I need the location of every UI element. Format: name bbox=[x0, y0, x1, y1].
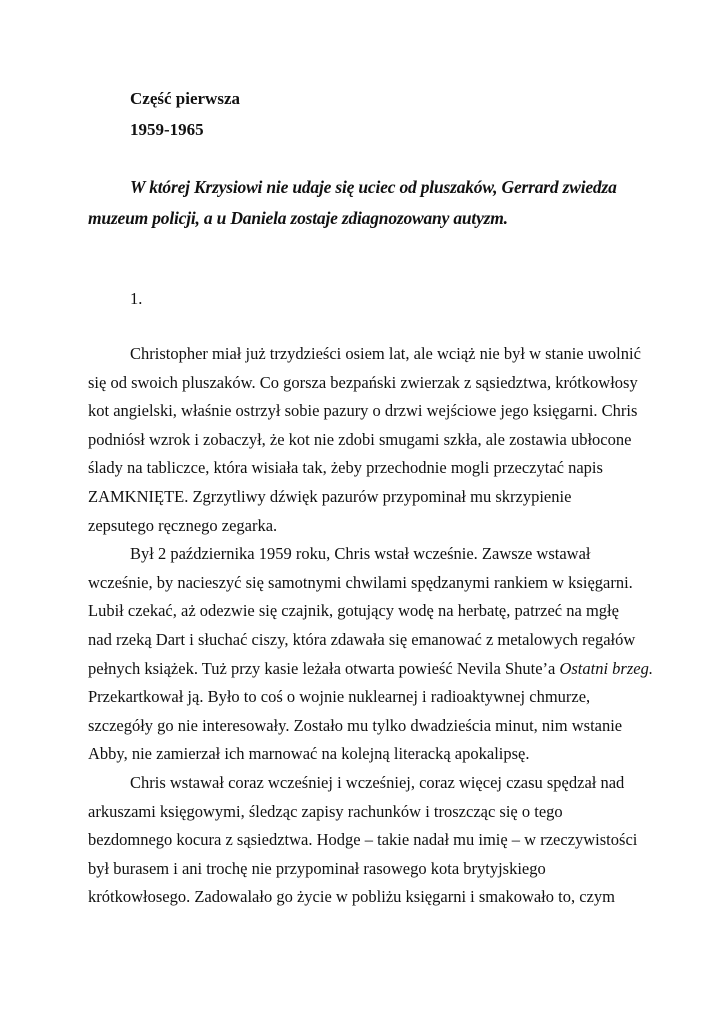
text-line: kot angielski, właśnie ostrzył sobie pazury o drzwi wejściowe jego księgarni. Chris bbox=[88, 401, 638, 421]
text-line: się od swoich pluszaków. Co gorsza bezpański zwierzak z sąsiedztwa, krótkowłosy bbox=[88, 372, 638, 392]
summary-line: W której Krzysiowi nie udaje się uciec od pluszaków, Gerrard zwiedza bbox=[130, 177, 617, 197]
part-years: 1959-1965 bbox=[130, 120, 204, 139]
text-line: Christopher miał już trzydzieści osiem lat, ale wciąż nie był w stanie uwolnić bbox=[130, 344, 641, 363]
text-line bbox=[88, 655, 654, 684]
paragraph bbox=[88, 340, 654, 540]
text-line-part: pełnych książek. Tuż przy kasie leżała otwarta powieść Nevila Shute’a bbox=[88, 658, 560, 678]
text-line: bezdomnego kocura z sąsiedztwa. Hodge – takie nadał mu imię – w rzeczywistości bbox=[88, 830, 638, 850]
text-line: Abby, nie zamierzał ich marnować na kolejną literacką apokalipsę. bbox=[88, 744, 530, 764]
text-line: ZAMKNIĘTE. Zgrzytliwy dźwięk pazurów przypominał mu skrzypienie bbox=[88, 486, 572, 506]
part-title: Część pierwsza bbox=[130, 89, 240, 108]
text-line: podniósł wzrok i zobaczył, że kot nie zdobi smugami szkła, ale zostawia ubłocone bbox=[88, 429, 632, 449]
paragraph bbox=[88, 769, 654, 912]
text-line: Chris wstawał coraz wcześniej i wcześniej, coraz więcej czasu spędzał nad bbox=[130, 772, 625, 792]
text-line: ślady na tabliczce, która wisiała tak, żeby przechodnie mogli przeczytać napis bbox=[88, 458, 603, 478]
summary-line: muzeum policji, a u Daniela zostaje zdiagnozowany autyzm. bbox=[88, 208, 508, 228]
text-line: Był 2 października 1959 roku, Chris wstał wcześnie. Zawsze wstawał bbox=[130, 544, 591, 564]
text-line: szczegóły go nie interesowały. Zostało mu tylko dwadzieścia minut, nim wstanie bbox=[88, 715, 623, 735]
text-line: nad rzeką Dart i słuchać ciszy, która zdawała się emanować z metalowych regałów bbox=[88, 629, 636, 649]
text-line: Lubił czekać, aż odezwie się czajnik, gotujący wodę na herbatę, patrzeć na mgłę bbox=[88, 601, 619, 621]
text-line: zepsutego ręcznego zegarka. bbox=[88, 515, 278, 535]
paragraph bbox=[88, 540, 654, 769]
text-line: Przekartkował ją. Było to coś o wojnie nuklearnej i radioaktywnej chmurze, bbox=[88, 687, 591, 707]
book-title: Ostatni brzeg. bbox=[559, 658, 653, 678]
text-line: krótkowłosego. Zadowalało go życie w pobliżu księgarni i smakowało to, czym bbox=[88, 887, 615, 907]
chapter-summary bbox=[88, 172, 648, 234]
chapter-number: 1. bbox=[130, 289, 143, 308]
body-text bbox=[88, 340, 654, 912]
text-line: był burasem i ani trochę nie przypominał rasowego kota brytyjskiego bbox=[88, 858, 546, 878]
text-line: wcześnie, by nacieszyć się samotnymi chwilami spędzanymi rankiem w księgarni. bbox=[88, 572, 633, 592]
text-line: arkuszami księgowymi, śledząc zapisy rachunków i troszcząc się o tego bbox=[88, 801, 563, 821]
